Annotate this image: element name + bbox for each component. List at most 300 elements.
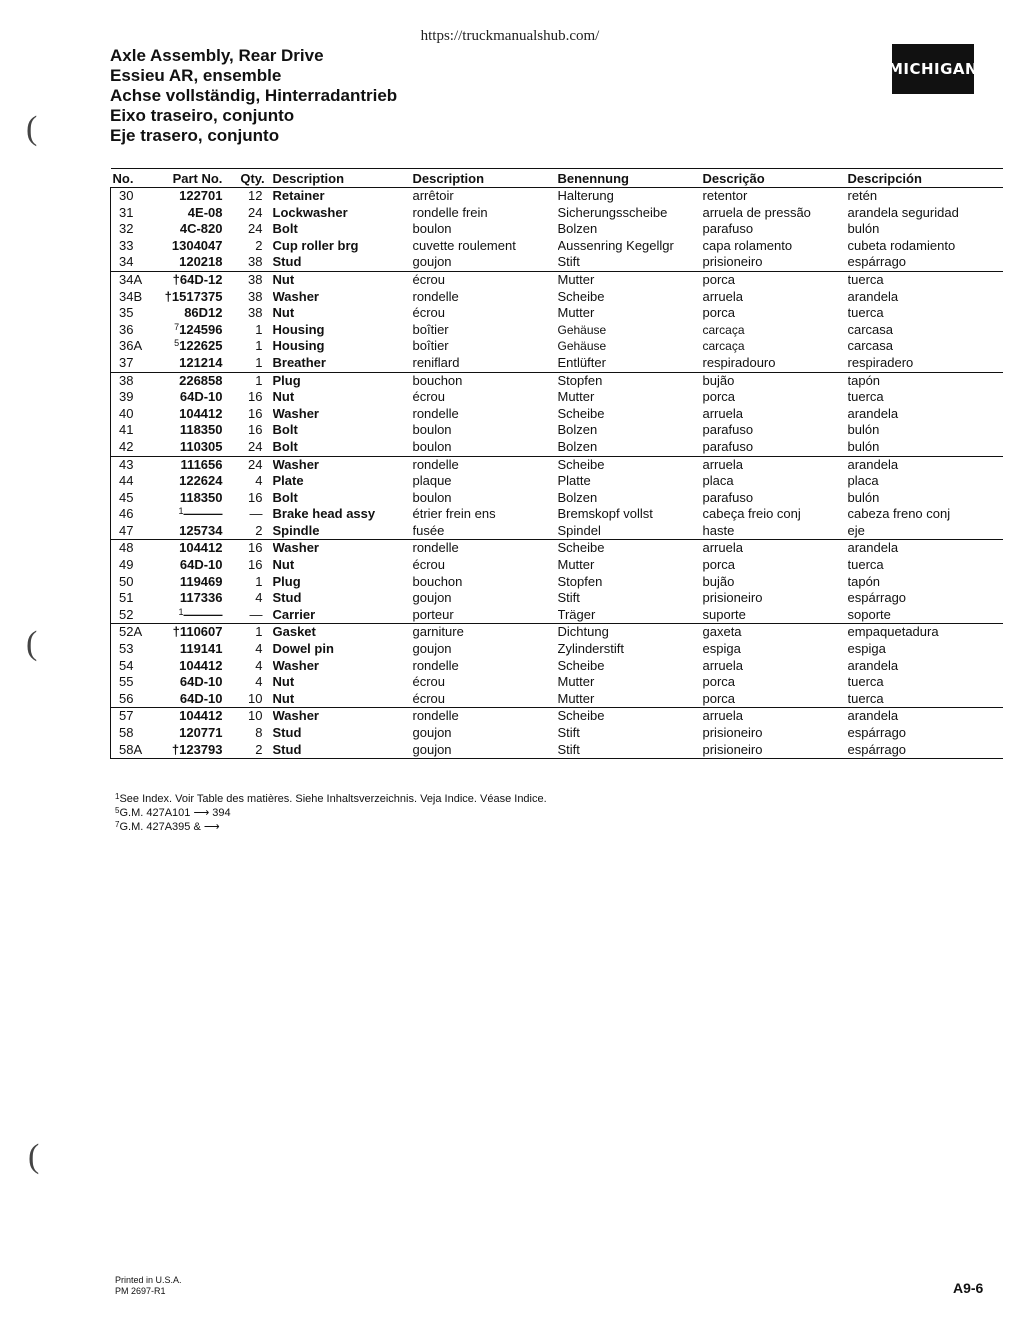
quantity: 2 [233, 742, 273, 759]
item-number: 37 [111, 355, 163, 372]
description-german: Bremskopf vollst [557, 506, 653, 522]
item-number: 51 [111, 590, 163, 607]
column-header-descricao: Descrição [703, 169, 848, 188]
description-portuguese: suporte [703, 607, 848, 624]
description-portuguese: prisioneiro [703, 742, 848, 759]
hole-punch-mark: ( [26, 625, 38, 662]
part-number-cell [163, 674, 233, 691]
footnotes [115, 792, 547, 834]
description-french: plaque [412, 473, 452, 489]
quantity: 38 [248, 305, 263, 321]
item-number: 38 [111, 372, 163, 389]
part-number: 4E-08 [187, 204, 223, 220]
description-portuguese: respiradouro [703, 355, 848, 372]
table-row [111, 238, 1003, 255]
description-german: Stift [557, 590, 580, 606]
description-portuguese: bujão [702, 372, 735, 388]
description-german: Scheibe [557, 657, 605, 673]
description-french: goujon [412, 590, 452, 606]
description-english: Plug [272, 573, 301, 589]
description-german: Mutter [558, 691, 703, 708]
hole-punch-mark: ( [26, 110, 38, 147]
item-number: 48 [111, 540, 163, 557]
description-german: Zylinderstift [557, 641, 624, 657]
description-spanish: bulón [847, 422, 880, 438]
table-row [111, 523, 1003, 540]
description-spanish: espárrago [847, 725, 907, 740]
footnote [115, 792, 547, 806]
description-portuguese: arruela de pressão [702, 204, 811, 220]
table-row [111, 674, 1003, 691]
item-number: 57 [111, 708, 163, 725]
part-number-cell [163, 557, 233, 574]
part-number: 4C-820 [179, 221, 223, 237]
description-english: Nut [272, 271, 295, 287]
footnote-marker: 5 [115, 806, 120, 815]
description-german: Bolzen [557, 422, 598, 438]
description-german: Dichtung [557, 624, 609, 640]
print-info [115, 1275, 182, 1297]
item-number: 34A [111, 271, 163, 288]
description-french: rondelle [412, 657, 459, 673]
part-number: 125734 [179, 522, 223, 538]
description-french: porteur [413, 607, 558, 624]
quantity: 1 [255, 321, 263, 337]
item-number: 53 [111, 641, 163, 658]
description-french: étrier frein ens [412, 506, 496, 522]
description-german: Träger [558, 607, 703, 624]
table-row [111, 305, 1003, 322]
description-german: Mutter [557, 389, 595, 405]
part-number-cell [163, 456, 233, 473]
quantity: 16 [248, 405, 263, 421]
description-spanish: arandela [847, 456, 899, 472]
quantity: 8 [255, 725, 263, 740]
part-number: 122701 [179, 188, 223, 203]
part-number-cell [163, 590, 233, 607]
description-german: Platte [557, 473, 591, 489]
description-spanish: arandela [847, 708, 899, 724]
part-number: †1517375 [164, 288, 223, 304]
item-number: 30 [111, 188, 163, 205]
part-number-cell [163, 506, 233, 523]
description-french: écrou [412, 271, 446, 287]
description-french: arrêtoir [412, 188, 454, 203]
part-number: 64D-10 [179, 389, 223, 405]
quantity: 1 [255, 372, 263, 388]
description-portuguese: porca [702, 557, 736, 573]
title-french: Essieu AR, ensemble [110, 66, 282, 85]
description-spanish: espárrago [847, 590, 907, 606]
description-french: écrou [412, 389, 446, 405]
part-number-cell [163, 422, 233, 439]
description-portuguese: retentor [702, 188, 748, 203]
description-spanish: tuerca [847, 674, 884, 690]
quantity: 16 [248, 422, 263, 438]
table-row [111, 725, 1003, 742]
page-title-block [110, 46, 397, 146]
description-portuguese: parafuso [703, 439, 848, 456]
description-english: Bolt [273, 439, 413, 456]
description-french: écrou [412, 674, 446, 690]
quantity: 38 [248, 288, 263, 304]
description-spanish: tuerca [848, 691, 1003, 708]
description-french: rondelle frein [412, 204, 488, 220]
table-row [111, 590, 1003, 607]
description-english: Retainer [272, 188, 325, 203]
column-header-benennung: Benennung [558, 169, 703, 188]
quantity: — [233, 607, 273, 624]
part-number-cell [163, 238, 233, 255]
table-row [111, 607, 1003, 624]
table-row [111, 289, 1003, 306]
description-english: Cup roller brg [272, 237, 359, 253]
quantity: 10 [233, 691, 273, 708]
description-french: écrou [412, 557, 446, 573]
part-number-cell [163, 289, 233, 306]
item-number: 46 [111, 506, 163, 523]
part-number: 226858 [179, 372, 223, 388]
table-row [111, 540, 1003, 557]
description-english: Lockwasher [272, 204, 348, 220]
description-spanish: espiga [847, 641, 886, 657]
description-portuguese: arruela [702, 405, 743, 421]
description-german: Mutter [557, 271, 595, 287]
column-header-no: No. [111, 169, 163, 188]
description-english: Stud [272, 725, 302, 740]
description-portuguese: haste [703, 523, 848, 540]
table-row [111, 221, 1003, 238]
item-number: 40 [111, 406, 163, 423]
part-number-cell [163, 406, 233, 423]
description-english: Nut [272, 557, 295, 573]
table-row [111, 506, 1003, 523]
quantity: 12 [248, 188, 263, 203]
table-row [111, 742, 1003, 759]
source-url[interactable]: https://truckmanualshub.com/ [420, 28, 600, 44]
column-header-description-fr: Description [413, 169, 558, 188]
table-row [111, 389, 1003, 406]
description-spanish: tuerca [847, 305, 884, 321]
description-english: Bolt [272, 221, 298, 237]
quantity: 24 [248, 456, 263, 472]
part-number: 110305 [179, 438, 223, 454]
description-english: Stud [273, 742, 413, 759]
table-row [111, 691, 1003, 708]
part-number: 118350 [179, 489, 223, 505]
description-spanish: tuerca [847, 389, 884, 405]
description-portuguese: placa [702, 473, 734, 489]
description-spanish: eje [848, 523, 1003, 540]
item-number: 54 [111, 658, 163, 675]
part-number: †64D-12 [172, 271, 223, 287]
part-number: 120218 [179, 254, 223, 270]
item-number: 43 [111, 456, 163, 473]
description-english: Dowel pin [272, 641, 334, 657]
part-number: 104412 [179, 708, 223, 724]
item-number: 36A [111, 338, 163, 355]
item-number: 47 [111, 523, 163, 540]
description-english: Plate [272, 473, 304, 489]
description-german: Entlüfter [558, 355, 703, 372]
footnote-marker: 7 [115, 820, 120, 829]
description-portuguese: gaxeta [702, 624, 742, 640]
table-row [111, 658, 1003, 675]
part-number: 118350 [179, 422, 223, 438]
item-number: 39 [111, 389, 163, 406]
footnote [115, 806, 547, 820]
table-row [111, 439, 1003, 456]
description-french: rondelle [412, 405, 459, 421]
description-french: goujon [412, 641, 452, 657]
part-number-cell [163, 338, 233, 355]
description-german: Scheibe [557, 456, 605, 472]
table-row [111, 557, 1003, 574]
description-portuguese: arruela [702, 540, 743, 556]
quantity: 1 [255, 624, 263, 640]
description-english: Washer [272, 708, 319, 724]
quantity: 16 [248, 389, 263, 405]
description-spanish: arandela [847, 540, 899, 556]
description-spanish: arandela [847, 657, 899, 673]
part-number: 86D12 [184, 305, 223, 321]
description-german: Sicherungsscheibe [557, 204, 668, 220]
description-german: Bolzen [557, 221, 598, 237]
description-spanish: arandela seguridad [847, 204, 959, 220]
quantity: 4 [255, 473, 263, 489]
description-spanish: respiradero [848, 355, 1003, 372]
part-number-cell [163, 355, 233, 372]
part-number: †110607 [172, 624, 223, 640]
part-number-cell [163, 389, 233, 406]
table-row [111, 708, 1003, 725]
quantity: 38 [248, 271, 263, 287]
quantity: 24 [233, 439, 273, 456]
description-portuguese: capa rolamento [702, 237, 793, 253]
description-german: Stift [558, 254, 703, 271]
part-number-cell [163, 254, 233, 271]
description-spanish: placa [847, 473, 879, 489]
item-number: 49 [111, 557, 163, 574]
title-english: Axle Assembly, Rear Drive [110, 46, 324, 65]
item-number: 34 [111, 254, 163, 271]
description-german: Scheibe [557, 405, 605, 421]
description-spanish: bulón [848, 439, 1003, 456]
description-french: écrou [412, 305, 446, 321]
quantity: 24 [248, 221, 263, 237]
description-portuguese: porca [702, 674, 736, 690]
part-number-cell [163, 473, 233, 490]
description-spanish: tuerca [847, 271, 884, 287]
description-spanish: arandela [847, 288, 899, 304]
item-number: 31 [111, 205, 163, 222]
description-spanish: bulón [847, 489, 880, 505]
description-portuguese: bujão [702, 573, 735, 589]
description-french: bouchon [412, 573, 463, 589]
table-row [111, 422, 1003, 439]
part-number-cell [163, 439, 233, 456]
description-portuguese: carcaça [702, 339, 745, 354]
description-english: Bolt [272, 422, 298, 438]
table-row [111, 254, 1003, 271]
table-row [111, 624, 1003, 641]
description-portuguese: arruela [702, 657, 743, 673]
item-number: 58 [111, 725, 163, 742]
column-header-part-no: Part No. [163, 169, 233, 188]
description-french: boîtier [412, 321, 449, 337]
part-number: 104412 [179, 540, 223, 556]
part-number: 64D-10 [179, 690, 223, 706]
footnote-text: G.M. 427A395 & ⟶ [119, 821, 220, 833]
description-english: Gasket [272, 624, 316, 640]
description-spanish: cabeza freno conj [847, 506, 951, 522]
quantity: 1 [233, 355, 273, 372]
description-portuguese: porca [702, 389, 736, 405]
table-row [111, 456, 1003, 473]
part-number-cell [163, 540, 233, 557]
description-portuguese: parafuso [702, 422, 754, 438]
description-french: goujon [413, 742, 558, 759]
description-spanish: retén [847, 188, 878, 203]
description-french: bouchon [412, 372, 463, 388]
item-number: 34B [111, 289, 163, 306]
title-spanish: Eje trasero, conjunto [110, 126, 280, 145]
part-number-cell [163, 725, 233, 742]
quantity: 4 [255, 590, 263, 606]
description-french: rondelle [412, 540, 459, 556]
description-portuguese: porca [703, 691, 848, 708]
description-german: Spindel [558, 523, 703, 540]
quantity: 1 [255, 338, 263, 354]
footnote-ref: 7 [174, 321, 180, 332]
part-number: 104412 [179, 657, 223, 673]
quantity: — [249, 506, 263, 522]
description-german: Mutter [557, 674, 595, 690]
description-english: Spindle [273, 523, 413, 540]
part-number: 122624 [179, 473, 223, 489]
part-number-cell [163, 205, 233, 222]
description-portuguese: carcaça [702, 322, 745, 337]
description-english: Carrier [273, 607, 413, 624]
part-number-cell [163, 691, 233, 708]
table-row [111, 490, 1003, 507]
parts-table-container [110, 168, 1002, 759]
description-french: boîtier [412, 338, 449, 354]
description-spanish: arandela [847, 405, 899, 421]
footnote [115, 820, 547, 834]
description-french: écrou [413, 691, 558, 708]
description-spanish: empaquetadura [847, 624, 939, 640]
item-number: 35 [111, 305, 163, 322]
description-english: Brake head assy [272, 506, 376, 522]
table-row [111, 188, 1003, 205]
footnote-text: G.M. 427A101 ⟶ 394 [119, 807, 231, 819]
description-french: reniflard [413, 355, 558, 372]
description-german: Stopfen [557, 573, 603, 589]
part-number-cell [163, 708, 233, 725]
description-german: Bolzen [557, 489, 598, 505]
description-english: Nut [272, 389, 295, 405]
item-number: 56 [111, 691, 163, 708]
item-number: 44 [111, 473, 163, 490]
part-number: 124596 [179, 321, 223, 337]
footnote-ref: 1 [178, 606, 184, 617]
item-number: 52 [111, 607, 163, 624]
part-number-cell [163, 372, 233, 389]
part-number-cell [163, 742, 233, 759]
description-french: boulon [412, 422, 452, 438]
part-number: ——— [183, 506, 223, 522]
description-english: Washer [272, 657, 319, 673]
part-number-cell [163, 221, 233, 238]
description-english: Nut [273, 691, 413, 708]
quantity: 4 [255, 657, 263, 673]
quantity: 24 [248, 204, 263, 220]
item-number: 52A [111, 624, 163, 641]
table-row [111, 355, 1003, 372]
description-spanish: espárrago [848, 742, 1003, 759]
part-number-cell [163, 305, 233, 322]
footnote-marker: 1 [115, 792, 120, 801]
part-number: 64D-10 [179, 557, 223, 573]
item-number: 45 [111, 490, 163, 507]
description-german: Mutter [557, 557, 595, 573]
description-english: Breather [273, 355, 413, 372]
part-number-cell [163, 607, 233, 624]
part-number-cell [163, 188, 233, 205]
description-english: Nut [272, 674, 295, 690]
item-number: 50 [111, 574, 163, 591]
part-number: 119469 [179, 573, 223, 589]
description-english: Washer [272, 540, 319, 556]
table-row [111, 473, 1003, 490]
table-row [111, 205, 1003, 222]
description-english: Nut [272, 305, 295, 321]
hole-punch-mark: ( [28, 1138, 40, 1175]
description-french: boulon [412, 489, 452, 505]
description-spanish: soporte [848, 607, 1003, 624]
description-french: goujon [413, 254, 558, 271]
description-spanish: tapón [847, 372, 881, 388]
quantity: 16 [248, 540, 263, 556]
item-number: 36 [111, 322, 163, 339]
description-german: Halterung [557, 188, 614, 203]
part-number: 119141 [179, 641, 223, 657]
description-spanish: carcasa [847, 338, 894, 354]
part-number: 122625 [179, 338, 223, 354]
description-portuguese: prisioneiro [702, 725, 763, 740]
column-header-description-en: Description [273, 169, 413, 188]
description-portuguese: arruela [702, 288, 743, 304]
description-english: Plug [272, 372, 301, 388]
page-number: A9-6 [953, 1280, 984, 1296]
description-portuguese: porca [702, 271, 736, 287]
description-english: Stud [272, 590, 302, 606]
item-number: 33 [111, 238, 163, 255]
description-english: Washer [272, 405, 319, 421]
part-number-cell [163, 523, 233, 540]
item-number: 32 [111, 221, 163, 238]
part-number-cell [163, 658, 233, 675]
description-portuguese: espiga [702, 641, 741, 657]
michigan-logo: MICHIGAN [892, 44, 974, 94]
description-portuguese: cabeça freio conj [702, 506, 801, 522]
part-number: 117336 [179, 590, 223, 606]
description-portuguese: parafuso [702, 221, 754, 237]
part-number: †123793 [171, 741, 223, 757]
description-german: Stift [557, 725, 580, 740]
part-number: 1304047 [171, 237, 223, 253]
